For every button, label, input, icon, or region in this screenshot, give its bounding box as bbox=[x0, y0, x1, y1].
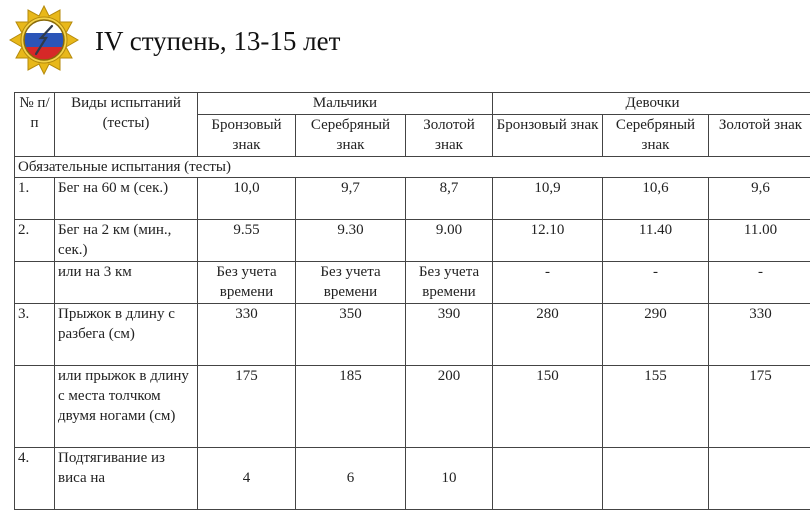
header-boys: Мальчики bbox=[198, 93, 493, 115]
header-test: Виды испытаний (тесты) bbox=[55, 93, 198, 157]
boys-bronze-value: 9.55 bbox=[198, 220, 296, 262]
girls-bronze-value: 150 bbox=[493, 366, 603, 448]
row-number bbox=[15, 366, 55, 448]
test-name: Бег на 60 м (сек.) bbox=[55, 178, 198, 220]
girls-silver-value: 11.40 bbox=[603, 220, 709, 262]
test-name: Подтягивание из виса на bbox=[55, 448, 198, 510]
test-name: или на 3 км bbox=[55, 262, 198, 304]
boys-silver-value: 9.30 bbox=[296, 220, 406, 262]
table-row bbox=[15, 448, 810, 510]
header-boys-silver: Серебряный знак bbox=[296, 115, 406, 157]
girls-bronze-value: 10,9 bbox=[493, 178, 603, 220]
girls-bronze-value bbox=[493, 448, 603, 510]
table-row bbox=[15, 220, 810, 262]
row-number: 1. bbox=[15, 178, 55, 220]
row-number bbox=[15, 262, 55, 304]
boys-silver-value: 185 bbox=[296, 366, 406, 448]
girls-bronze-value: - bbox=[493, 262, 603, 304]
boys-bronze-value: 4 bbox=[198, 448, 296, 510]
row-number: 2. bbox=[15, 220, 55, 262]
girls-silver-value: - bbox=[603, 262, 709, 304]
gto-emblem-logo bbox=[8, 4, 80, 76]
boys-gold-value: 9.00 bbox=[406, 220, 493, 262]
boys-gold-value: 10 bbox=[406, 448, 493, 510]
page-title: IV ступень, 13-15 лет bbox=[95, 26, 340, 57]
girls-gold-value: 175 bbox=[709, 366, 810, 448]
table-row bbox=[15, 262, 810, 304]
girls-gold-value: - bbox=[709, 262, 810, 304]
girls-gold-value: 9,6 bbox=[709, 178, 810, 220]
section-mandatory-tests: Обязательные испытания (тесты) bbox=[15, 157, 810, 178]
table-row bbox=[15, 304, 810, 366]
boys-silver-value: 9,7 bbox=[296, 178, 406, 220]
girls-bronze-value: 280 bbox=[493, 304, 603, 366]
table-row bbox=[15, 178, 810, 220]
row-number: 4. bbox=[15, 448, 55, 510]
girls-gold-value: 330 bbox=[709, 304, 810, 366]
boys-gold-value: 390 bbox=[406, 304, 493, 366]
test-name: Прыжок в длину с разбега (см) bbox=[55, 304, 198, 366]
header-girls-silver: Серебряный знак bbox=[603, 115, 709, 157]
boys-bronze-value: 10,0 bbox=[198, 178, 296, 220]
test-name: или прыжок в длину с места толчком двумя ногами (см) bbox=[55, 366, 198, 448]
girls-gold-value bbox=[709, 448, 810, 510]
norms-table bbox=[14, 92, 810, 510]
boys-gold-value: Без учета времени bbox=[406, 262, 493, 304]
boys-gold-value: 200 bbox=[406, 366, 493, 448]
header-boys-gold: Золотой знак bbox=[406, 115, 493, 157]
boys-bronze-value: 330 bbox=[198, 304, 296, 366]
girls-silver-value: 155 bbox=[603, 366, 709, 448]
boys-silver-value: 350 bbox=[296, 304, 406, 366]
test-name: Бег на 2 км (мин., сек.) bbox=[55, 220, 198, 262]
header-girls: Девочки bbox=[493, 93, 810, 115]
header-boys-bronze: Бронзовый знак bbox=[198, 115, 296, 157]
boys-silver-value: Без учета времени bbox=[296, 262, 406, 304]
girls-gold-value: 11.00 bbox=[709, 220, 810, 262]
boys-gold-value: 8,7 bbox=[406, 178, 493, 220]
boys-bronze-value: 175 bbox=[198, 366, 296, 448]
girls-silver-value bbox=[603, 448, 709, 510]
girls-bronze-value: 12.10 bbox=[493, 220, 603, 262]
boys-bronze-value: Без учета времени bbox=[198, 262, 296, 304]
header-girls-bronze: Бронзовый знак bbox=[493, 115, 603, 157]
header-girls-gold: Золотой знак bbox=[709, 115, 810, 157]
girls-silver-value: 290 bbox=[603, 304, 709, 366]
table-row bbox=[15, 366, 810, 448]
header-num: № п/п bbox=[15, 93, 55, 157]
boys-silver-value: 6 bbox=[296, 448, 406, 510]
girls-silver-value: 10,6 bbox=[603, 178, 709, 220]
row-number: 3. bbox=[15, 304, 55, 366]
